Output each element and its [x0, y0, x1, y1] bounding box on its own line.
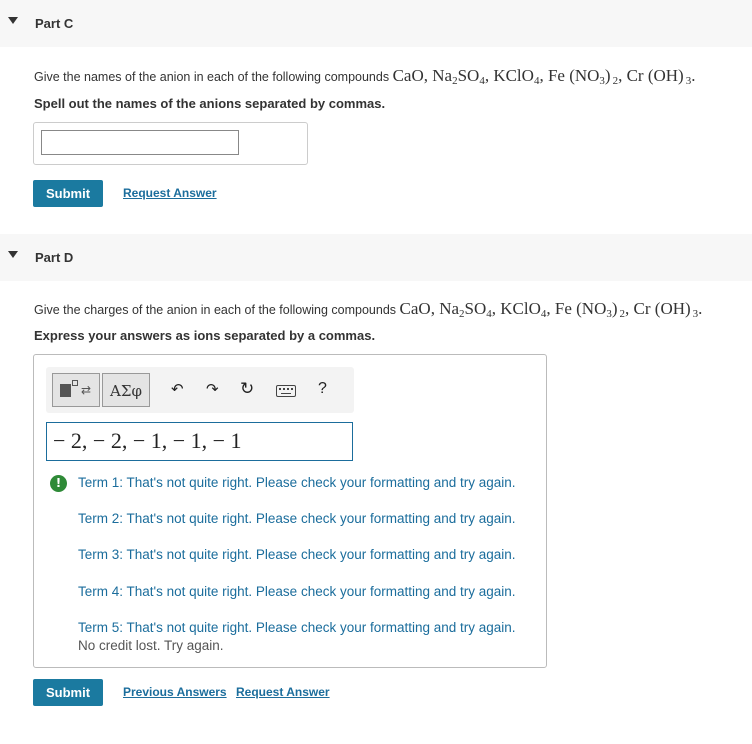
part-c-question — [34, 66, 695, 87]
collapse-triangle-icon[interactable] — [8, 17, 18, 24]
feedback-note: No credit lost. Try again. — [78, 638, 224, 653]
greek-symbols-label: ΑΣφ — [110, 382, 142, 400]
part-d-submit-button[interactable]: Submit — [33, 679, 103, 706]
part-d-question-text: Give the charges of the anion in each of the following compounds — [34, 303, 397, 317]
redo-icon[interactable]: ↷ — [206, 380, 219, 398]
part-c-submit-button[interactable]: Submit — [33, 180, 103, 207]
exclamation-icon: ! — [50, 475, 67, 492]
reset-icon[interactable]: ↻ — [240, 379, 255, 399]
templates-icon — [72, 380, 78, 386]
compound-formulas: CaO, $Na_2SO_4$, KClO$_4$, Fe $(NO_3)$ 2, Cr (OH) 3. — [392, 66, 696, 87]
greek-symbols-button[interactable] — [102, 373, 150, 407]
feedback-term-2: Term 2: That's not quite right. Please check your formatting and try again. — [78, 511, 516, 526]
part-d-title: Part D — [35, 250, 74, 265]
feedback-term-5: Term 5: That's not quite right. Please check your formatting and try again. — [78, 620, 516, 635]
part-d-request-answer-link[interactable]: Request Answer — [236, 685, 330, 699]
part-c-header[interactable] — [0, 0, 752, 47]
part-d-instruction: Express your answers as ions separated by a commas. — [34, 328, 376, 343]
feedback-term-3: Term 3: That's not quite right. Please check your formatting and try again. — [78, 547, 516, 562]
keyboard-icon[interactable] — [276, 385, 296, 397]
collapse-triangle-icon[interactable] — [8, 251, 18, 258]
part-d-header[interactable] — [0, 234, 752, 281]
feedback-term-4: Term 4: That's not quite right. Please check your formatting and try again. — [78, 584, 516, 599]
part-c-question-text: Give the names of the anion in each of the following compounds — [34, 70, 390, 84]
part-d-answer-panel — [33, 354, 547, 668]
part-c-answer-input[interactable] — [41, 130, 239, 155]
part-c-answer-box — [33, 122, 308, 165]
part-d-answer-input[interactable]: − 2, − 2, − 1, − 1, − 1 — [46, 422, 353, 461]
math-toolbar — [46, 367, 354, 413]
swap-arrows-icon: ⇄ — [81, 383, 92, 397]
part-c-title: Part C — [35, 16, 74, 31]
feedback-term-1: Term 1: That's not quite right. Please check your formatting and try again. — [78, 475, 516, 490]
previous-answers-link[interactable]: Previous Answers — [123, 685, 227, 699]
templates-button[interactable] — [52, 373, 100, 407]
undo-icon[interactable]: ↶ — [171, 380, 184, 398]
help-button[interactable]: ? — [318, 380, 327, 397]
part-c-request-answer-link[interactable]: Request Answer — [123, 186, 217, 200]
part-c-instruction: Spell out the names of the anions separated by commas. — [34, 96, 386, 111]
compound-formulas: CaO, $Na_2SO_4$, KClO$_4$, Fe $(NO_3)$ 2, Cr (OH) 3. — [399, 299, 703, 320]
part-d-question — [34, 299, 702, 320]
templates-icon — [60, 384, 71, 397]
